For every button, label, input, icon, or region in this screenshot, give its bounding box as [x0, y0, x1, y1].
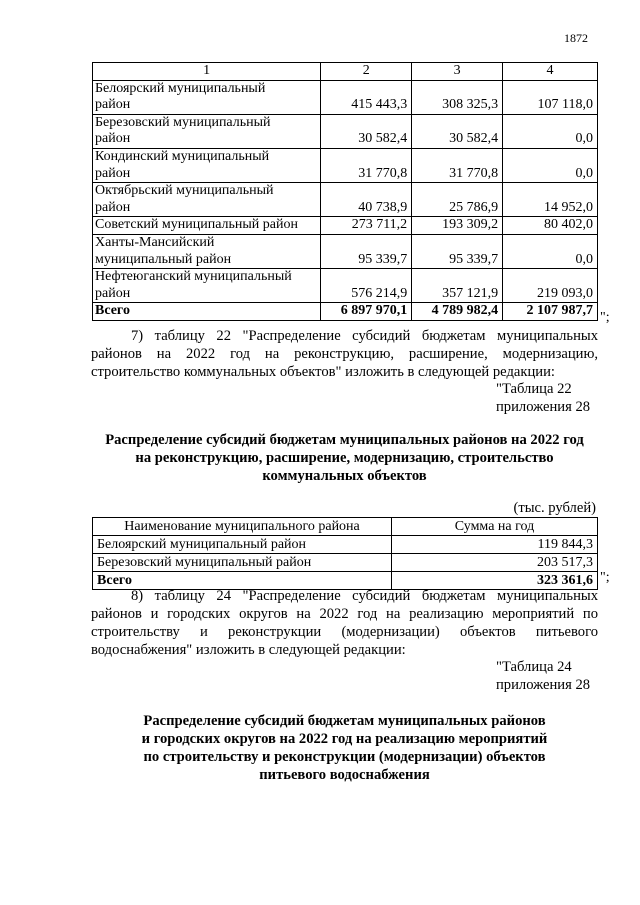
table-row	[93, 148, 598, 182]
value-cell: 40 738,9	[321, 183, 412, 217]
value-cell: 203 517,3	[392, 554, 598, 572]
table-row	[93, 536, 598, 554]
value-cell: 31 770,8	[321, 148, 412, 182]
total-label: Всего	[93, 303, 321, 321]
district-name-cell: Белоярский муниципальный район	[93, 536, 392, 554]
district-name-cell: Березовский муниципальный район	[93, 114, 321, 148]
table-header-row	[93, 63, 598, 81]
paragraph-line: районов и городских округов на 2022 год на реализацию мероприятий по	[91, 606, 598, 622]
paragraph-line: строительству и реконструкции (модернизации) объектов питьевого	[91, 624, 598, 640]
table-row	[93, 183, 598, 217]
table-row	[93, 554, 598, 572]
table-22	[92, 517, 598, 590]
value-cell: 0,0	[503, 148, 598, 182]
paragraph-item-8	[91, 587, 598, 659]
value-cell: 119 844,3	[392, 536, 598, 554]
district-name-cell: Березовский муниципальный район	[93, 554, 392, 572]
value-cell: 0,0	[503, 114, 598, 148]
paragraph-item-7	[91, 327, 598, 381]
value-cell: 576 214,9	[321, 269, 412, 303]
table-row	[93, 80, 598, 114]
total-value: 6 897 970,1	[321, 303, 412, 321]
value-cell: 95 339,7	[412, 234, 503, 268]
paragraph-line: 8) таблицу 24 "Распределение субсидий бюджетам муниципальных	[131, 588, 598, 604]
value-cell: 273 711,2	[321, 217, 412, 235]
value-cell: 80 402,0	[503, 217, 598, 235]
value-cell: 219 093,0	[503, 269, 598, 303]
value-cell: 0,0	[503, 234, 598, 268]
value-cell: 31 770,8	[412, 148, 503, 182]
paragraph-line: строительство коммунальных объектов" изложить в следующей редакции:	[91, 364, 555, 380]
value-cell: 308 325,3	[412, 80, 503, 114]
total-row	[93, 303, 598, 321]
table-24-reference: "Таблица 24 приложения 28	[496, 659, 591, 693]
value-cell: 415 443,3	[321, 80, 412, 114]
paragraph-line: 7) таблицу 22 "Распределение субсидий бюджетам муниципальных	[131, 328, 598, 344]
closing-quote: ";	[600, 310, 610, 325]
table-22-heading: Распределение субсидий бюджетам муниципальных районов на 2022 год на реконструкцию, расширение, модернизацию, строительство коммунальных объектов	[105, 432, 584, 484]
table-row	[93, 234, 598, 268]
total-value: 2 107 987,7	[503, 303, 598, 321]
value-cell: 30 582,4	[321, 114, 412, 148]
value-cell: 30 582,4	[412, 114, 503, 148]
header-cell: Сумма на год	[392, 518, 598, 536]
header-cell: 3	[412, 63, 503, 81]
district-name-cell: Нефтеюганский муниципальный район	[93, 269, 321, 303]
table-row	[93, 269, 598, 303]
value-cell: 193 309,2	[412, 217, 503, 235]
table-row	[93, 114, 598, 148]
paragraph-line: водоснабжения" изложить в следующей редакции:	[91, 642, 406, 658]
table-header-row	[93, 518, 598, 536]
total-value: 323 361,6	[392, 572, 598, 590]
closing-quote: ";	[600, 570, 610, 585]
district-name-cell: Ханты-Мансийский муниципальный район	[93, 234, 321, 268]
subsidy-distribution-table-continued	[92, 62, 598, 321]
units-label: (тыс. рублей)	[513, 500, 596, 516]
total-label: Всего	[93, 572, 392, 590]
district-name-cell: Советский муниципальный район	[93, 217, 321, 235]
table-24-heading: Распределение субсидий бюджетам муниципальных районов и городских округов на 2022 год на реализацию мероприятий по строительству и реконструкции (модернизации) объектов питьевого водоснабжения	[141, 713, 548, 783]
value-cell: 95 339,7	[321, 234, 412, 268]
header-cell: 4	[503, 63, 598, 81]
total-value: 4 789 982,4	[412, 303, 503, 321]
header-cell: 2	[321, 63, 412, 81]
table-row	[93, 217, 598, 235]
table-22-reference: "Таблица 22 приложения 28	[496, 381, 591, 415]
district-name-cell: Белоярский муниципальный район	[93, 80, 321, 114]
value-cell: 25 786,9	[412, 183, 503, 217]
paragraph-line: районов на 2022 год на реконструкцию, расширение, модернизацию,	[91, 346, 598, 362]
district-name-cell: Кондинский муниципальный район	[93, 148, 321, 182]
district-name-cell: Октябрьский муниципальный район	[93, 183, 321, 217]
header-cell: Наименование муниципального района	[93, 518, 392, 536]
value-cell: 14 952,0	[503, 183, 598, 217]
page-number: 1872	[564, 31, 588, 45]
value-cell: 357 121,9	[412, 269, 503, 303]
value-cell: 107 118,0	[503, 80, 598, 114]
header-cell: 1	[93, 63, 321, 81]
